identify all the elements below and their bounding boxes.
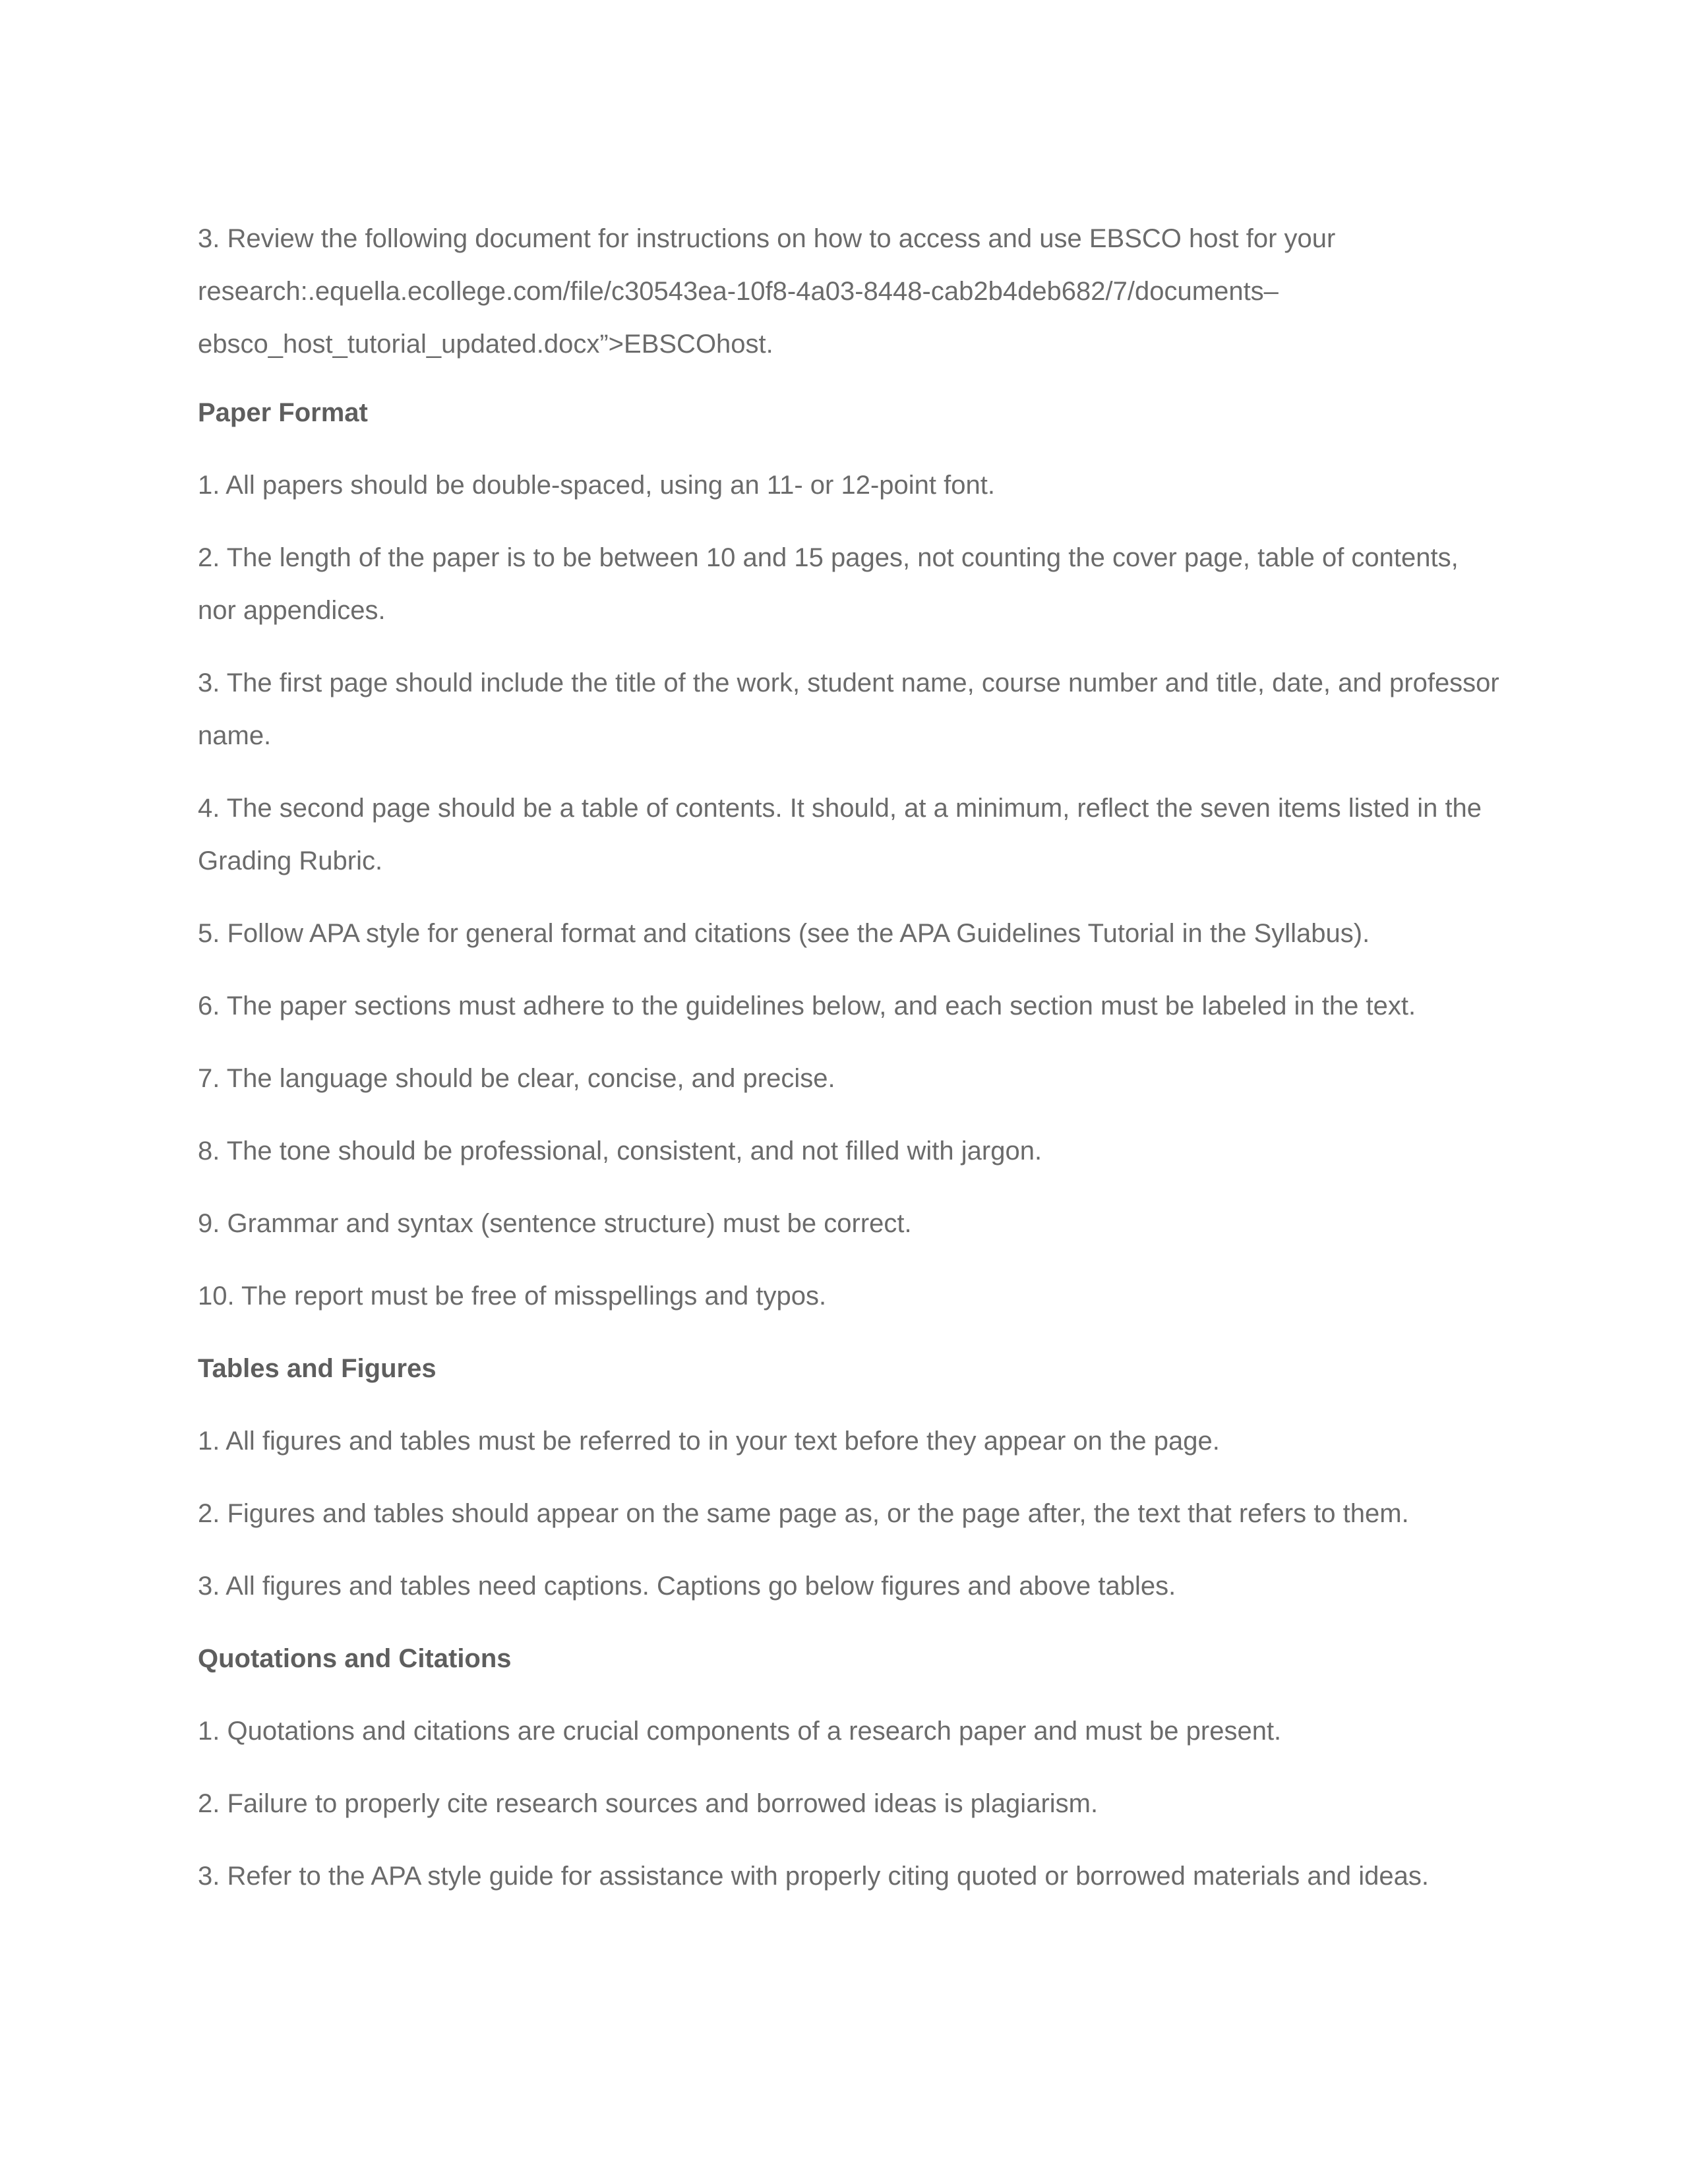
- paper-format-item-5: 5. Follow APA style for general format and citations (see the APA Guidelines Tutorial in the Syllabus).: [198, 919, 1370, 948]
- intro-line-1: 3. Review the following document for instructions on how to access and use EBSCO host for your: [198, 224, 1336, 253]
- section-heading-paper-format: Paper Format: [198, 398, 368, 427]
- quotations-citations-item-1: 1. Quotations and citations are crucial components of a research paper and must be present.: [198, 1717, 1282, 1746]
- section-heading-quotations-citations: Quotations and Citations: [198, 1644, 512, 1673]
- intro-line-2: research:.equella.ecollege.com/file/c30543ea-10f8-4a03-8448-cab2b4deb682/7/documents–: [198, 277, 1279, 306]
- intro-line-3: ebsco_host_tutorial_updated.docx”>EBSCOhost.: [198, 330, 773, 359]
- quotations-citations-item-2: 2. Failure to properly cite research sources and borrowed ideas is plagiarism.: [198, 1789, 1099, 1818]
- paper-format-item-8: 8. The tone should be professional, consistent, and not filled with jargon.: [198, 1136, 1042, 1166]
- tables-figures-item-2: 2. Figures and tables should appear on the same page as, or the page after, the text that refers to them.: [198, 1499, 1409, 1528]
- quotations-citations-item-3: 3. Refer to the APA style guide for assistance with properly citing quoted or borrowed materials and ideas.: [198, 1862, 1429, 1891]
- paper-format-item-1: 1. All papers should be double-spaced, using an 11- or 12-point font.: [198, 471, 995, 500]
- intro-paragraph: [198, 212, 1503, 370]
- paper-format-item-3: 3. The first page should include the title of the work, student name, course number and title, date, and professor name.: [198, 668, 1499, 750]
- paper-format-item-9: 9. Grammar and syntax (sentence structure) must be correct.: [198, 1209, 912, 1238]
- document-page: [198, 212, 1503, 1922]
- paper-format-item-2: 2. The length of the paper is to be between 10 and 15 pages, not counting the cover page, table of contents, nor appendices.: [198, 543, 1459, 625]
- paper-format-item-4: 4. The second page should be a table of contents. It should, at a minimum, reflect the seven items listed in the Grading Rubric.: [198, 794, 1482, 875]
- tables-figures-item-3: 3. All figures and tables need captions. Captions go below figures and above tables.: [198, 1572, 1176, 1601]
- paper-format-item-6: 6. The paper sections must adhere to the guidelines below, and each section must be labeled in the text.: [198, 991, 1416, 1020]
- paper-format-item-10: 10. The report must be free of misspellings and typos.: [198, 1282, 827, 1311]
- section-heading-tables-figures: Tables and Figures: [198, 1354, 437, 1383]
- tables-figures-item-1: 1. All figures and tables must be referred to in your text before they appear on the page.: [198, 1427, 1220, 1456]
- paper-format-item-7: 7. The language should be clear, concise, and precise.: [198, 1064, 835, 1093]
